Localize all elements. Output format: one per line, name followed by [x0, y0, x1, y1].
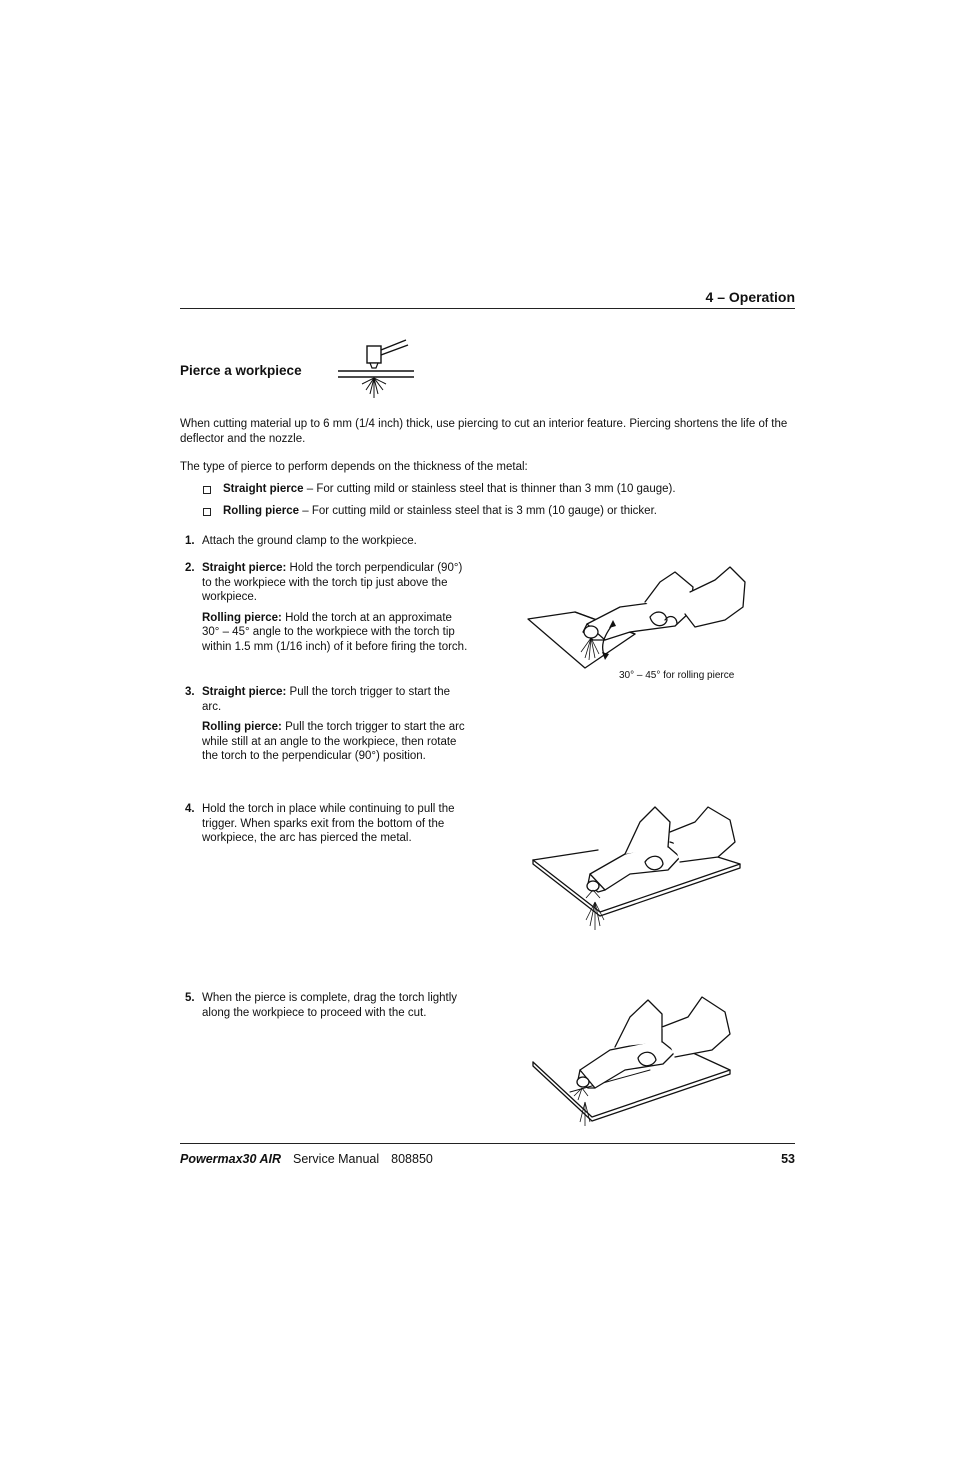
step-3: [180, 685, 472, 770]
straight-pierce-illustration: [530, 802, 750, 932]
step-text: Hold the torch at an approximate 30° – 45° angle to the workpiece with the torch tip within 1.5 mm (1/16 inch) of it before firing the torch.: [202, 611, 468, 653]
step-number: 4.: [185, 803, 195, 815]
checkbox-bullet-icon: [203, 486, 211, 494]
bullet-term: Straight pierce: [223, 483, 304, 495]
step-text: Hold the torch in place while continuing to pull the trigger. When sparks exit from the bottom of the workpiece, the arc has pierced the metal.: [202, 803, 455, 845]
bullet-term: Rolling pierce: [223, 505, 300, 517]
step-term: Straight pierce:: [202, 562, 287, 574]
page-number: 53: [781, 1152, 795, 1166]
footer: [180, 1152, 433, 1166]
step-4: [180, 802, 472, 852]
bullet-text: – For cutting mild or stainless steel that is thinner than 3 mm (10 gauge).: [303, 483, 676, 495]
step-number: 5.: [185, 992, 195, 1004]
step-text: Hold the torch perpendicular (90°) to the workpiece with the torch tip just above the workpiece.: [202, 562, 463, 604]
rolling-pierce-illustration: [525, 562, 755, 672]
bullet-rolling-pierce: [203, 504, 657, 519]
figure-caption: 30° – 45° for rolling pierce: [619, 670, 735, 681]
intro-paragraph-2: The type of pierce to perform depends on the thickness of the metal:: [180, 461, 528, 473]
footer-rule: [180, 1143, 795, 1144]
step-text: Attach the ground clamp to the workpiece.: [202, 535, 417, 547]
document-name: Service Manual: [292, 1152, 380, 1166]
step-2: [180, 561, 472, 661]
drag-cut-illustration: [530, 992, 750, 1127]
step-number: 2.: [185, 562, 195, 574]
product-name: Powermax30 AIR: [180, 1152, 281, 1166]
step-text: Pull the torch trigger to start the arc.: [202, 686, 450, 713]
step-term: Rolling pierce:: [202, 721, 282, 734]
step-1: [180, 534, 472, 555]
pierce-icon: [336, 338, 416, 402]
step-text: Pull the torch trigger to start the arc while still at an angle to the workpiece, then rotate the torch to the perpendicular (90°) position.: [202, 721, 465, 763]
checkbox-bullet-icon: [203, 508, 211, 516]
part-number: 808850: [391, 1152, 433, 1166]
bullet-text: – For cutting mild or stainless steel that is 3 mm (10 gauge) or thicker.: [299, 505, 657, 517]
header-rule: [180, 308, 795, 309]
bullet-straight-pierce: [203, 482, 676, 497]
step-term: Straight pierce:: [202, 686, 287, 698]
step-term: Rolling pierce:: [202, 611, 282, 624]
step-text: When the pierce is complete, drag the torch lightly along the workpiece to proceed with the cut.: [202, 992, 458, 1019]
section-title: Pierce a workpiece: [180, 363, 302, 378]
step-5: [180, 991, 472, 1026]
intro-paragraph: When cutting material up to 6 mm (1/4 inch) thick, use piercing to cut an interior feature. Piercing shortens the life of the deflector and the nozzle.: [180, 418, 788, 445]
chapter-title: 4 – Operation: [705, 289, 795, 305]
step-number: 3.: [185, 686, 195, 698]
step-number: 1.: [185, 535, 195, 547]
